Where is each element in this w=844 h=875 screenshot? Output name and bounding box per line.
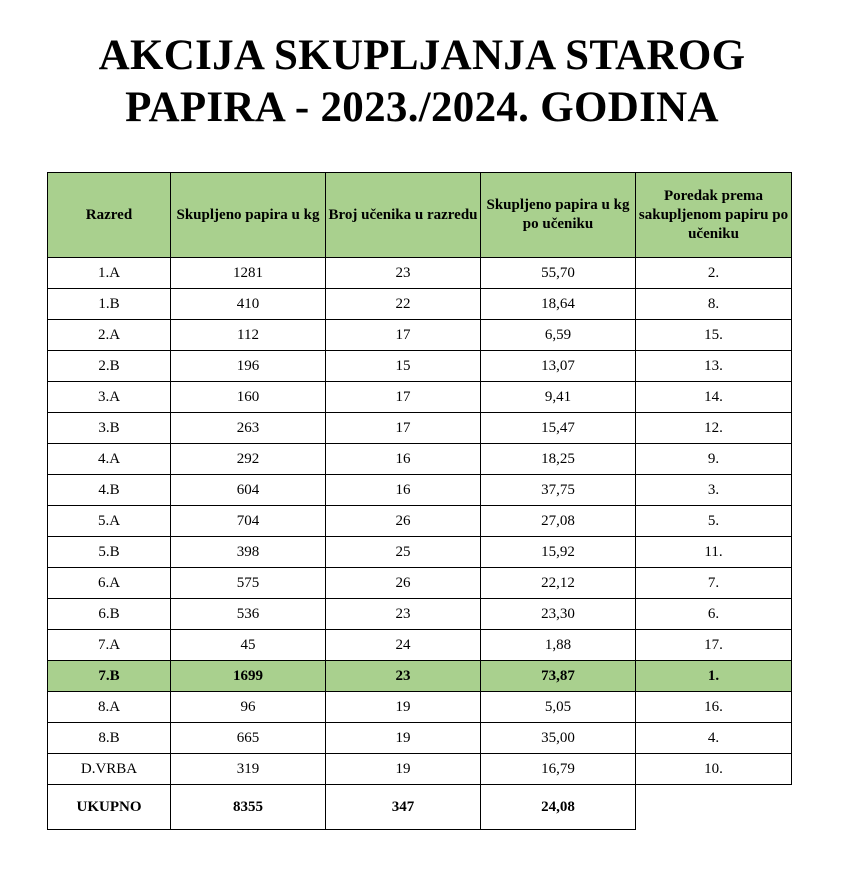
cell-kg: 319 xyxy=(171,754,326,785)
table-row xyxy=(48,568,792,599)
cell-po-uceniku: 18,64 xyxy=(481,289,636,320)
cell-ucenika: 17 xyxy=(326,413,481,444)
cell-po-uceniku: 16,79 xyxy=(481,754,636,785)
cell-kg: 96 xyxy=(171,692,326,723)
cell-po-uceniku: 73,87 xyxy=(481,661,636,692)
table-row xyxy=(48,754,792,785)
header-broj-ucenika: Broj učenika u razredu xyxy=(326,173,481,258)
cell-razred: 7.A xyxy=(48,630,171,661)
cell-kg: 575 xyxy=(171,568,326,599)
table-row xyxy=(48,320,792,351)
cell-kg: 112 xyxy=(171,320,326,351)
cell-kg: 1281 xyxy=(171,258,326,289)
table-row xyxy=(48,382,792,413)
cell-ucenika: 19 xyxy=(326,754,481,785)
cell-poredak: 16. xyxy=(636,692,792,723)
cell-razred: 4.A xyxy=(48,444,171,475)
cell-poredak: 8. xyxy=(636,289,792,320)
cell-poredak: 3. xyxy=(636,475,792,506)
cell-ucenika: 17 xyxy=(326,320,481,351)
page-title xyxy=(0,30,844,134)
cell-ucenika: 15 xyxy=(326,351,481,382)
cell-poredak: 1. xyxy=(636,661,792,692)
cell-po-uceniku: 35,00 xyxy=(481,723,636,754)
cell-ucenika: 22 xyxy=(326,289,481,320)
cell-kg: 196 xyxy=(171,351,326,382)
table-row xyxy=(48,692,792,723)
total-empty-cell xyxy=(636,785,792,830)
total-ucenika: 347 xyxy=(326,785,481,830)
cell-ucenika: 23 xyxy=(326,258,481,289)
cell-po-uceniku: 13,07 xyxy=(481,351,636,382)
cell-po-uceniku: 15,92 xyxy=(481,537,636,568)
header-poredak: Poredak prema sakupljenom papiru po učeniku xyxy=(636,173,792,258)
table-header-row xyxy=(48,173,792,258)
cell-ucenika: 19 xyxy=(326,723,481,754)
table-row xyxy=(48,723,792,754)
cell-po-uceniku: 1,88 xyxy=(481,630,636,661)
cell-poredak: 6. xyxy=(636,599,792,630)
table-row xyxy=(48,475,792,506)
cell-razred: 1.B xyxy=(48,289,171,320)
table-row xyxy=(48,537,792,568)
cell-poredak: 4. xyxy=(636,723,792,754)
total-label: UKUPNO xyxy=(48,785,171,830)
cell-razred: 3.A xyxy=(48,382,171,413)
cell-razred: 2.B xyxy=(48,351,171,382)
cell-poredak: 5. xyxy=(636,506,792,537)
cell-ucenika: 16 xyxy=(326,475,481,506)
header-po-uceniku: Skupljeno papira u kg po učeniku xyxy=(481,173,636,258)
cell-kg: 604 xyxy=(171,475,326,506)
cell-kg: 45 xyxy=(171,630,326,661)
cell-poredak: 7. xyxy=(636,568,792,599)
cell-ucenika: 19 xyxy=(326,692,481,723)
header-skupljeno: Skupljeno papira u kg xyxy=(171,173,326,258)
cell-ucenika: 26 xyxy=(326,506,481,537)
table-row xyxy=(48,444,792,475)
cell-razred: 6.A xyxy=(48,568,171,599)
table-row xyxy=(48,258,792,289)
cell-po-uceniku: 22,12 xyxy=(481,568,636,599)
cell-kg: 263 xyxy=(171,413,326,444)
cell-razred: 5.B xyxy=(48,537,171,568)
cell-ucenika: 23 xyxy=(326,661,481,692)
table-row xyxy=(48,413,792,444)
cell-razred: 2.A xyxy=(48,320,171,351)
cell-poredak: 11. xyxy=(636,537,792,568)
table-row xyxy=(48,351,792,382)
cell-kg: 292 xyxy=(171,444,326,475)
cell-ucenika: 16 xyxy=(326,444,481,475)
cell-poredak: 15. xyxy=(636,320,792,351)
title-line-1: AKCIJA SKUPLJANJA STAROG xyxy=(98,32,746,79)
table-row xyxy=(48,506,792,537)
cell-razred: D.VRBA xyxy=(48,754,171,785)
cell-kg: 704 xyxy=(171,506,326,537)
cell-ucenika: 23 xyxy=(326,599,481,630)
cell-poredak: 14. xyxy=(636,382,792,413)
table-row xyxy=(48,661,792,692)
cell-po-uceniku: 15,47 xyxy=(481,413,636,444)
cell-razred: 8.B xyxy=(48,723,171,754)
cell-po-uceniku: 37,75 xyxy=(481,475,636,506)
cell-po-uceniku: 5,05 xyxy=(481,692,636,723)
cell-ucenika: 24 xyxy=(326,630,481,661)
cell-razred: 6.B xyxy=(48,599,171,630)
cell-poredak: 17. xyxy=(636,630,792,661)
cell-poredak: 10. xyxy=(636,754,792,785)
cell-poredak: 12. xyxy=(636,413,792,444)
title-line-2: PAPIRA - 2023./2024. GODINA xyxy=(125,84,719,131)
cell-razred: 7.B xyxy=(48,661,171,692)
total-kg: 8355 xyxy=(171,785,326,830)
cell-poredak: 13. xyxy=(636,351,792,382)
cell-po-uceniku: 55,70 xyxy=(481,258,636,289)
cell-razred: 4.B xyxy=(48,475,171,506)
table-row xyxy=(48,289,792,320)
cell-razred: 8.A xyxy=(48,692,171,723)
table-total-row xyxy=(48,785,792,830)
cell-po-uceniku: 18,25 xyxy=(481,444,636,475)
cell-kg: 410 xyxy=(171,289,326,320)
total-po-uceniku: 24,08 xyxy=(481,785,636,830)
cell-ucenika: 17 xyxy=(326,382,481,413)
cell-kg: 536 xyxy=(171,599,326,630)
cell-kg: 398 xyxy=(171,537,326,568)
cell-kg: 665 xyxy=(171,723,326,754)
cell-po-uceniku: 9,41 xyxy=(481,382,636,413)
cell-razred: 3.B xyxy=(48,413,171,444)
cell-po-uceniku: 6,59 xyxy=(481,320,636,351)
cell-po-uceniku: 23,30 xyxy=(481,599,636,630)
cell-poredak: 2. xyxy=(636,258,792,289)
header-razred: Razred xyxy=(48,173,171,258)
cell-po-uceniku: 27,08 xyxy=(481,506,636,537)
cell-razred: 5.A xyxy=(48,506,171,537)
table-row xyxy=(48,599,792,630)
cell-poredak: 9. xyxy=(636,444,792,475)
cell-razred: 1.A xyxy=(48,258,171,289)
cell-ucenika: 26 xyxy=(326,568,481,599)
cell-kg: 1699 xyxy=(171,661,326,692)
cell-kg: 160 xyxy=(171,382,326,413)
table-row xyxy=(48,630,792,661)
paper-collection-table xyxy=(47,172,792,830)
cell-ucenika: 25 xyxy=(326,537,481,568)
